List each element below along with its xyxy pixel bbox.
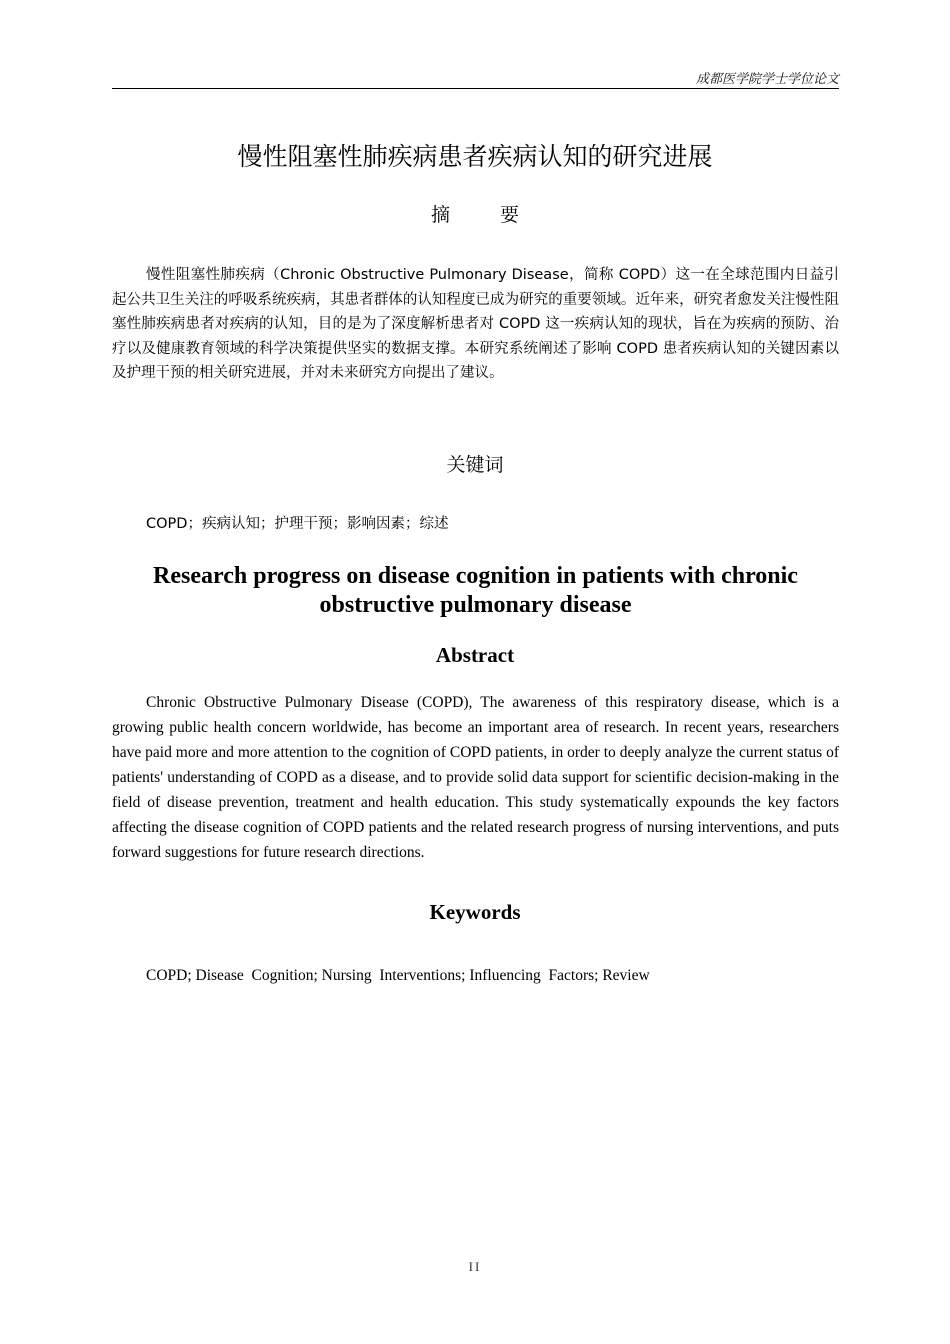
english-abstract-body: Chronic Obstructive Pulmonary Disease (COPD), The awareness of this respiratory disease, which is a growing public health concern worldwide, has become an important area of research. In recent years, researchers have paid more and more attention to the cognition of COPD patients, in order to deeply analyze the current status of patients' understanding of COPD as a disease, and to provide solid data support for scientific decision-making in the field of disease prevention, treatment and health education. This study systematically expounds the key factors affecting the disease cognition of COPD patients and the related research progress of nursing interventions, and puts forward suggestions for future research directions. bbox=[112, 694, 839, 861]
chinese-keywords-heading: 关键词 bbox=[446, 454, 504, 476]
chinese-keywords: COPD；疾病认知；护理干预；影响因素；综述 bbox=[146, 516, 449, 532]
header-institution-text: 成都医学院学士学位论文 bbox=[695, 72, 839, 87]
english-title: Research progress on disease cognition in patients with chronic obstructive pulmonary disease bbox=[153, 563, 798, 618]
chinese-title: 慢性阻塞性肺疾病患者疾病认知的研究进展 bbox=[237, 141, 713, 171]
english-keywords-heading: Keywords bbox=[429, 900, 521, 924]
chinese-abstract-heading: 摘 要 bbox=[430, 204, 542, 226]
page-number: II bbox=[468, 1259, 482, 1274]
english-keywords: COPD; Disease Cognition; Nursing Interventions; Influencing Factors; Review bbox=[146, 967, 650, 984]
running-header bbox=[112, 66, 839, 89]
chinese-abstract-body: 慢性阻塞性肺疾病（Chronic Obstructive Pulmonary Disease，简称 COPD）这一在全球范围内日益引起公共卫生关注的呼吸系统疾病，其患者群体的认知程度已成为研究的重要领域。近年来，研究者愈发关注慢性阻塞性肺疾病患者对疾病的认知，目的是为了深度解析患者对 COPD 这一疾病认知的现状，旨在为疾病的预防、治疗以及健康教育领域的科学决策提供坚实的数据支撑。本研究系统阐述了影响 COPD 患者疾病认知的关键因素以及护理干预的相关研究进展，并对未来研究方向提出了建议。 bbox=[112, 267, 839, 381]
english-abstract-heading: Abstract bbox=[435, 643, 515, 667]
